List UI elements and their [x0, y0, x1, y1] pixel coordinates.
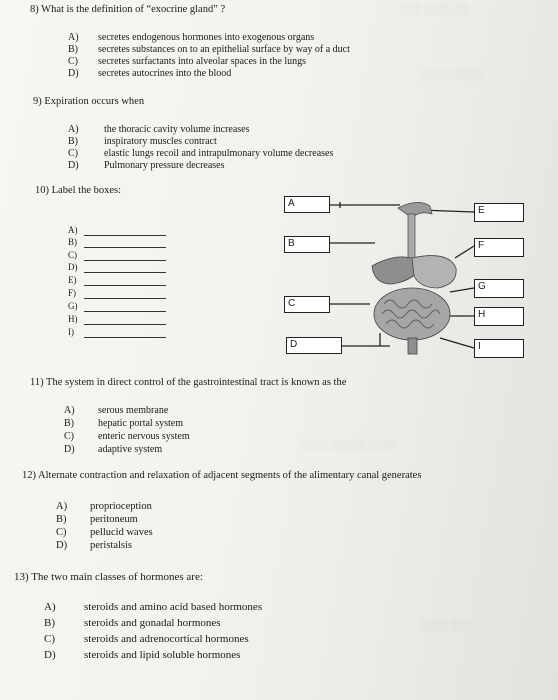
q9-option-c[interactable]: C) elastic lungs recoil and intrapulmonary volume decreases [68, 148, 334, 159]
q9-option-b[interactable]: B) inspiratory muscles contract [68, 136, 217, 147]
q12-option-b[interactable]: B) peritoneum [56, 514, 138, 525]
diagram-box-b[interactable]: B [284, 236, 330, 253]
q11-option-b[interactable]: B) hepatic portal system [64, 418, 183, 429]
q9-option-d[interactable]: D) Pulmonary pressure decreases [68, 160, 225, 171]
label-line-e[interactable]: E) [68, 275, 77, 285]
diagram-box-h[interactable]: H [474, 307, 524, 326]
diagram-box-e[interactable]: E [474, 203, 524, 222]
label-line-f[interactable]: F) [68, 288, 76, 298]
label-line-b[interactable]: B) [68, 237, 77, 247]
q13-option-c[interactable]: C) steroids and adrenocortical hormones [44, 633, 249, 645]
q13-option-d[interactable]: D) steroids and lipid soluble hormones [44, 649, 241, 661]
label-line-i[interactable]: I) [68, 327, 74, 337]
label-line-h[interactable]: H) [68, 314, 78, 324]
diagram-box-d[interactable]: D [286, 337, 342, 354]
diagram-box-i[interactable]: I [474, 339, 524, 358]
q12-option-d[interactable]: D) peristalsis [56, 540, 132, 551]
q9-option-a[interactable]: A) the thoracic cavity volume increases [68, 124, 250, 135]
diagram-box-g[interactable]: G [474, 279, 524, 298]
q8-option-c[interactable]: C) secretes surfactants into alveolar spaces in the lungs [68, 56, 306, 67]
q13-option-b[interactable]: B) steroids and gonadal hormones [44, 617, 221, 629]
question-12: 12) Alternate contraction and relaxation of adjacent segments of the alimentary canal generates [22, 470, 422, 481]
q8-option-a[interactable]: A) secretes endogenous hormones into exogenous organs [68, 32, 315, 43]
label-line-g[interactable]: G) [68, 301, 78, 311]
diagram-box-a[interactable]: A [284, 196, 330, 213]
q8-option-b[interactable]: B) secretes substances on to an epithelial surface by way of a duct [68, 44, 350, 55]
q12-option-c[interactable]: C) pellucid waves [56, 527, 153, 538]
question-9: 9) Expiration occurs when [33, 96, 145, 107]
question-10: 10) Label the boxes: [35, 185, 122, 196]
diagram-box-f[interactable]: F [474, 238, 524, 257]
q13-option-a[interactable]: A) steroids and amino acid based hormones [44, 601, 263, 613]
q12-option-a[interactable]: A) proprioception [56, 501, 152, 512]
diagram-box-c[interactable]: C [284, 296, 330, 313]
q11-option-c[interactable]: C) enteric nervous system [64, 431, 190, 442]
question-8: 8) What is the definition of “exocrine gland” ? [30, 4, 226, 15]
label-line-c[interactable]: C) [68, 250, 77, 260]
q11-option-d[interactable]: D) adaptive system [64, 444, 163, 455]
q11-option-a[interactable]: A) serous membrane [64, 405, 169, 416]
question-13: 13) The two main classes of hormones are: [14, 571, 203, 583]
label-line-a[interactable]: A) [68, 225, 78, 235]
q8-option-d[interactable]: D) secretes autocrines into the blood [68, 68, 232, 79]
label-line-d[interactable]: D) [68, 262, 78, 272]
question-11: 11) The system in direct control of the gastrointestinal tract is known as the [30, 377, 347, 388]
